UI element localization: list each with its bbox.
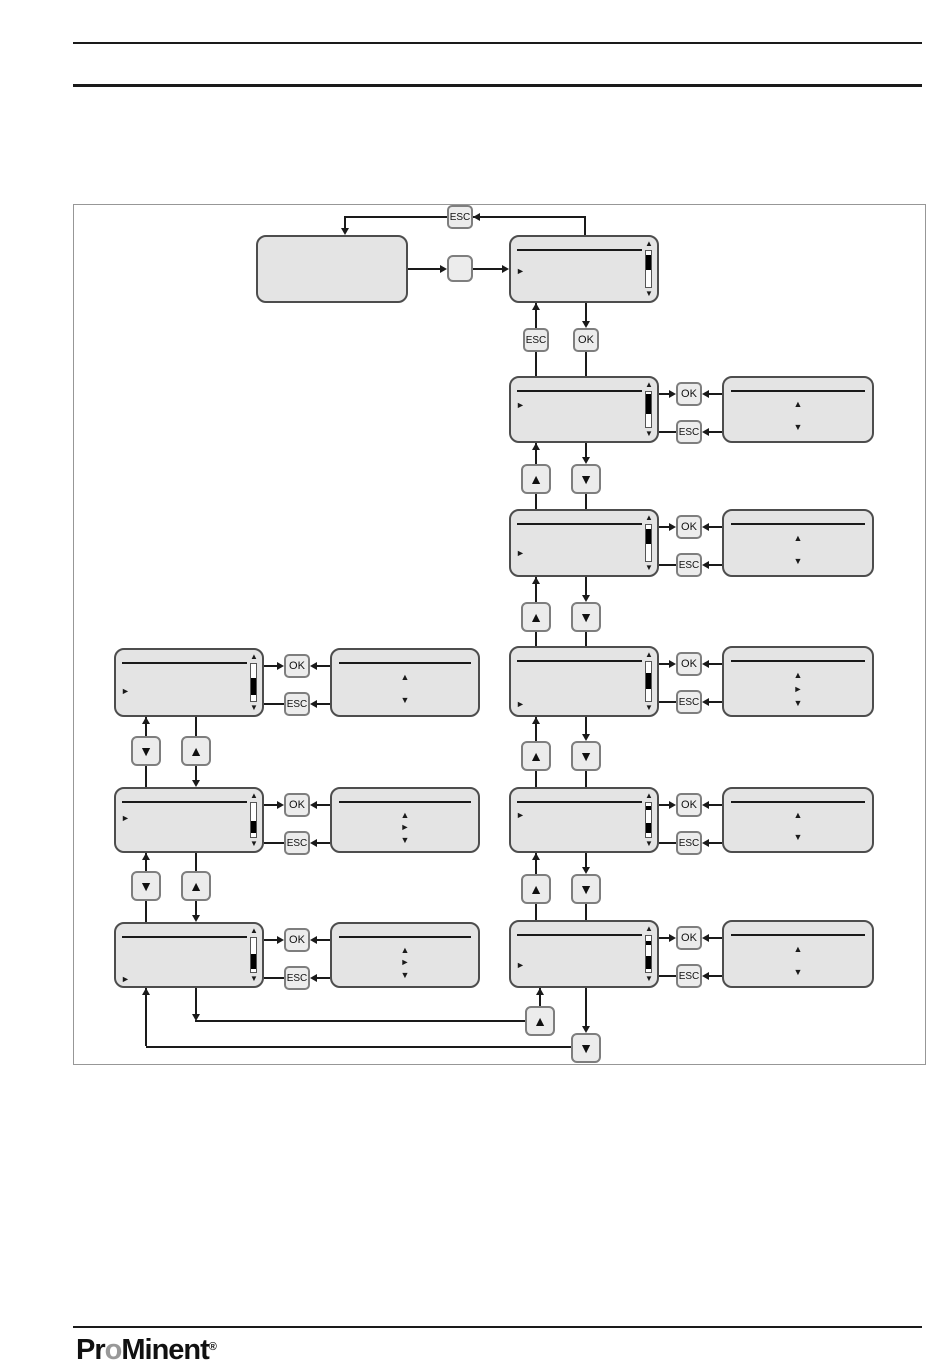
connector-line — [408, 268, 440, 270]
connector-line — [659, 701, 676, 703]
scroll-down-icon: ▼ — [645, 839, 653, 848]
scroll-up-icon: ▲ — [250, 791, 258, 800]
connector-line — [709, 937, 722, 939]
screen-menu-item-4 — [509, 787, 659, 853]
esc-key[interactable]: ESC — [676, 964, 702, 988]
arrowhead-left-icon — [702, 839, 709, 847]
connector-line — [195, 1020, 525, 1022]
adjust-select-icon: ► — [793, 684, 803, 694]
arrowhead-right-icon — [669, 934, 676, 942]
screen-adjust-7 — [330, 787, 480, 853]
connector-line — [659, 526, 669, 528]
connector-line — [535, 303, 537, 328]
adjust-down-icon: ▼ — [793, 698, 803, 708]
connector-line — [195, 853, 197, 871]
cursor-icon: ► — [516, 400, 525, 410]
screen-menu-item-6 — [114, 922, 264, 988]
down-key[interactable]: ▼ — [571, 602, 601, 632]
screen-title-line — [339, 662, 471, 664]
arrowhead-down-icon — [582, 457, 590, 464]
connector-line — [709, 975, 722, 977]
scrollbar-thumb — [646, 255, 651, 270]
cursor-icon: ► — [516, 266, 525, 276]
arrowhead-down-icon — [582, 595, 590, 602]
screen-title-line — [517, 934, 642, 936]
screen-title-line — [122, 662, 247, 664]
connector-line — [659, 564, 676, 566]
scrollbar-thumb — [646, 806, 651, 810]
header-rule-2 — [73, 84, 922, 87]
brand-text: Pr — [76, 1334, 105, 1366]
connector-line — [264, 842, 284, 844]
registered-mark-icon: ® — [208, 1341, 217, 1353]
arrowhead-left-icon — [702, 934, 709, 942]
scrollbar-thumb — [251, 954, 256, 969]
connector-line — [535, 904, 537, 920]
esc-key[interactable]: ESC — [676, 831, 702, 855]
connector-line — [535, 771, 537, 787]
connector-line — [585, 632, 587, 646]
up-key[interactable]: ▲ — [521, 741, 551, 771]
brand-text: o — [104, 1334, 122, 1366]
connector-line — [264, 939, 277, 941]
adjust-down-icon: ▼ — [793, 556, 803, 566]
scroll-up-icon: ▲ — [250, 652, 258, 661]
screen-adjust-2 — [722, 509, 874, 577]
screen-title-line — [517, 390, 642, 392]
connector-line — [146, 1046, 571, 1048]
esc-key[interactable]: ESC — [676, 420, 702, 444]
cursor-icon: ► — [121, 974, 130, 984]
connector-line — [585, 494, 587, 509]
down-key[interactable]: ▼ — [571, 874, 601, 904]
scrollbar — [644, 652, 654, 711]
arrowhead-left-icon — [310, 839, 317, 847]
scrollbar — [249, 928, 259, 982]
arrowhead-left-icon — [702, 561, 709, 569]
arrowhead-right-icon — [669, 523, 676, 531]
adjust-up-icon: ▲ — [793, 944, 803, 954]
connector-line — [264, 804, 277, 806]
arrowhead-down-icon — [582, 734, 590, 741]
brand-text: Minent — [121, 1334, 209, 1366]
scroll-down-icon: ▼ — [645, 289, 653, 298]
arrowhead-right-icon — [440, 265, 447, 273]
adjust-up-icon: ▲ — [400, 810, 410, 820]
adjust-up-icon: ▲ — [400, 945, 410, 955]
up-key[interactable]: ▲ — [521, 874, 551, 904]
connector-line — [473, 268, 502, 270]
screen-title-line — [731, 934, 865, 936]
arrowhead-left-icon — [702, 390, 709, 398]
scrollbar-thumb — [646, 823, 651, 833]
scrollbar — [644, 241, 654, 297]
connector-line — [659, 393, 669, 395]
connector-line — [709, 804, 722, 806]
screen-title-line — [517, 249, 642, 251]
esc-key[interactable]: ESC — [284, 966, 310, 990]
screen-title-line — [731, 801, 865, 803]
ok-key[interactable]: OK — [284, 928, 310, 952]
screen-title-line — [122, 936, 247, 938]
up-key[interactable]: ▲ — [521, 464, 551, 494]
arrowhead-right-icon — [669, 390, 676, 398]
cursor-icon: ► — [516, 960, 525, 970]
connector-line — [585, 853, 587, 867]
connector-line — [709, 564, 722, 566]
screen-adjust-3 — [722, 646, 874, 717]
connector-line — [585, 771, 587, 787]
screen-operating-display — [256, 235, 408, 303]
screen-title-line — [122, 801, 247, 803]
cursor-icon: ► — [516, 810, 525, 820]
cursor-icon: ► — [121, 686, 130, 696]
arrowhead-right-icon — [669, 801, 676, 809]
screen-title-line — [339, 801, 471, 803]
scrollbar-track — [645, 524, 652, 562]
arrowhead-left-icon — [702, 428, 709, 436]
arrowhead-left-icon — [310, 936, 317, 944]
connector-line — [345, 216, 447, 218]
menu-key[interactable] — [447, 255, 473, 282]
arrowhead-left-icon — [702, 698, 709, 706]
connector-line — [709, 393, 722, 395]
connector-line — [585, 577, 587, 595]
screen-adjust-4 — [722, 787, 874, 853]
scroll-up-icon: ▲ — [645, 791, 653, 800]
arrowhead-left-icon — [702, 660, 709, 668]
esc-key[interactable]: ESC — [447, 205, 473, 229]
screen-title-line — [517, 801, 642, 803]
scrollbar-thumb — [646, 941, 651, 945]
scrollbar-thumb — [646, 956, 651, 970]
connector-line — [585, 988, 587, 1026]
connector-line — [264, 665, 277, 667]
arrowhead-down-icon — [192, 780, 200, 787]
adjust-down-icon: ▼ — [793, 967, 803, 977]
arrowhead-up-icon — [536, 988, 544, 995]
arrowhead-left-icon — [310, 700, 317, 708]
ok-key[interactable]: OK — [676, 382, 702, 406]
connector-line — [317, 804, 330, 806]
screen-menu-item-7 — [114, 787, 264, 853]
screen-adjust-6 — [330, 922, 480, 988]
arrowhead-right-icon — [502, 265, 509, 273]
arrowhead-left-icon — [702, 801, 709, 809]
adjust-select-icon: ► — [400, 822, 410, 832]
connector-line — [473, 216, 585, 218]
down-key[interactable]: ▼ — [571, 464, 601, 494]
connector-line — [145, 853, 147, 871]
brand-logo — [76, 1334, 217, 1367]
ok-key[interactable]: OK — [676, 793, 702, 817]
footer-rule — [73, 1326, 922, 1328]
scroll-down-icon: ▼ — [645, 703, 653, 712]
connector-line — [195, 901, 197, 915]
scroll-up-icon: ▲ — [645, 650, 653, 659]
scrollbar — [644, 793, 654, 847]
scroll-up-icon: ▲ — [645, 513, 653, 522]
scrollbar — [644, 515, 654, 571]
screen-adjust-8 — [330, 648, 480, 717]
scrollbar-thumb — [251, 821, 256, 833]
scroll-down-icon: ▼ — [250, 839, 258, 848]
connector-line — [659, 975, 676, 977]
arrowhead-left-icon — [702, 523, 709, 531]
adjust-down-icon: ▼ — [400, 835, 410, 845]
connector-line — [195, 717, 197, 736]
arrowhead-left-icon — [310, 801, 317, 809]
adjust-up-icon: ▲ — [793, 399, 803, 409]
adjust-down-icon: ▼ — [400, 695, 410, 705]
screen-title-line — [517, 660, 642, 662]
adjust-down-icon: ▼ — [793, 832, 803, 842]
connector-line — [535, 632, 537, 646]
arrowhead-down-icon — [341, 228, 349, 235]
scroll-down-icon: ▼ — [645, 429, 653, 438]
ok-key[interactable]: OK — [676, 652, 702, 676]
down-key[interactable]: ▼ — [571, 1033, 601, 1063]
scroll-down-icon: ▼ — [645, 563, 653, 572]
connector-line — [709, 431, 722, 433]
cursor-icon: ► — [516, 699, 525, 709]
connector-line — [317, 939, 330, 941]
connector-line — [709, 526, 722, 528]
arrowhead-down-icon — [192, 915, 200, 922]
ok-key[interactable]: OK — [284, 793, 310, 817]
connector-line — [659, 431, 676, 433]
connector-line — [145, 717, 147, 736]
scroll-down-icon: ▼ — [250, 703, 258, 712]
connector-line — [195, 766, 197, 780]
scrollbar-thumb — [646, 529, 651, 544]
ok-key[interactable]: OK — [573, 328, 599, 352]
scroll-up-icon: ▲ — [645, 924, 653, 933]
screen-title-line — [731, 523, 865, 525]
connector-line — [585, 443, 587, 457]
connector-line — [317, 703, 330, 705]
adjust-down-icon: ▼ — [400, 970, 410, 980]
arrowhead-right-icon — [277, 662, 284, 670]
connector-line — [317, 665, 330, 667]
arrowhead-right-icon — [277, 936, 284, 944]
arrowhead-down-icon — [582, 1026, 590, 1033]
scrollbar-track — [645, 661, 652, 702]
scroll-up-icon: ▲ — [250, 926, 258, 935]
screen-title-line — [339, 936, 471, 938]
connector-line — [145, 766, 147, 787]
connector-line — [659, 842, 676, 844]
down-key[interactable]: ▼ — [571, 741, 601, 771]
connector-line — [535, 853, 537, 874]
down-key[interactable]: ▼ — [131, 871, 161, 901]
scrollbar-track — [645, 391, 652, 428]
connector-line — [709, 842, 722, 844]
arrowhead-right-icon — [277, 801, 284, 809]
connector-line — [264, 703, 284, 705]
connector-line — [195, 988, 197, 1014]
arrowhead-left-icon — [310, 974, 317, 982]
adjust-up-icon: ▲ — [400, 672, 410, 682]
scrollbar — [249, 654, 259, 711]
up-key[interactable]: ▲ — [181, 736, 211, 766]
screen-menu-item-5 — [509, 920, 659, 988]
connector-line — [585, 904, 587, 920]
cursor-icon: ► — [121, 813, 130, 823]
scrollbar-track — [645, 935, 652, 973]
connector-line — [659, 804, 669, 806]
ok-key[interactable]: OK — [676, 515, 702, 539]
arrowhead-left-icon — [473, 213, 480, 221]
adjust-up-icon: ▲ — [793, 533, 803, 543]
scrollbar-track — [250, 802, 257, 838]
connector-line — [659, 663, 669, 665]
esc-key[interactable]: ESC — [523, 328, 549, 352]
esc-key[interactable]: ESC — [676, 553, 702, 577]
arrowhead-down-icon — [582, 321, 590, 328]
connector-line — [317, 842, 330, 844]
ok-key[interactable]: OK — [676, 926, 702, 950]
connector-line — [709, 701, 722, 703]
scrollbar-thumb — [251, 678, 256, 695]
scroll-down-icon: ▼ — [645, 974, 653, 983]
connector-line — [535, 443, 537, 464]
scrollbar-track — [250, 663, 257, 702]
up-key[interactable]: ▲ — [525, 1006, 555, 1036]
connector-line — [535, 717, 537, 741]
adjust-up-icon: ▲ — [793, 810, 803, 820]
adjust-select-icon: ► — [400, 957, 410, 967]
connector-line — [709, 663, 722, 665]
connector-line — [535, 577, 537, 602]
screen-title-line — [517, 523, 642, 525]
scrollbar — [644, 382, 654, 437]
cursor-icon: ► — [516, 548, 525, 558]
scrollbar — [249, 793, 259, 847]
up-key[interactable]: ▲ — [181, 871, 211, 901]
connector-line — [585, 303, 587, 321]
scroll-up-icon: ▲ — [645, 239, 653, 248]
scrollbar-track — [645, 250, 652, 288]
screen-menu-item-3 — [509, 646, 659, 717]
screen-menu-item-1 — [509, 376, 659, 443]
screen-main-menu — [509, 235, 659, 303]
connector-line — [585, 717, 587, 734]
connector-line — [145, 988, 147, 1046]
screen-menu-item-8 — [114, 648, 264, 717]
scroll-up-icon: ▲ — [645, 380, 653, 389]
header-rule-1 — [73, 42, 922, 44]
connector-line — [264, 977, 284, 979]
connector-line — [145, 901, 147, 922]
down-key[interactable]: ▼ — [131, 736, 161, 766]
scrollbar-track — [250, 937, 257, 973]
scrollbar-thumb — [646, 673, 651, 689]
connector-line — [317, 977, 330, 979]
arrowhead-down-icon — [582, 867, 590, 874]
screen-adjust-5 — [722, 920, 874, 988]
connector-line — [535, 494, 537, 509]
screen-title-line — [731, 390, 865, 392]
scrollbar — [644, 926, 654, 982]
adjust-down-icon: ▼ — [793, 422, 803, 432]
connector-line — [659, 937, 669, 939]
scroll-down-icon: ▼ — [250, 974, 258, 983]
arrowhead-left-icon — [310, 662, 317, 670]
arrowhead-up-icon — [142, 988, 150, 995]
scrollbar-thumb — [646, 394, 651, 414]
connector-line — [535, 352, 537, 376]
screen-title-line — [731, 660, 865, 662]
esc-key[interactable]: ESC — [676, 690, 702, 714]
esc-key[interactable]: ESC — [284, 692, 310, 716]
screen-adjust-1 — [722, 376, 874, 443]
connector-line — [585, 352, 587, 376]
connector-line — [584, 216, 586, 235]
esc-key[interactable]: ESC — [284, 831, 310, 855]
adjust-up-icon: ▲ — [793, 670, 803, 680]
arrowhead-right-icon — [669, 660, 676, 668]
up-key[interactable]: ▲ — [521, 602, 551, 632]
arrowhead-left-icon — [702, 972, 709, 980]
screen-menu-item-2 — [509, 509, 659, 577]
scrollbar-track — [645, 802, 652, 838]
ok-key[interactable]: OK — [284, 654, 310, 678]
